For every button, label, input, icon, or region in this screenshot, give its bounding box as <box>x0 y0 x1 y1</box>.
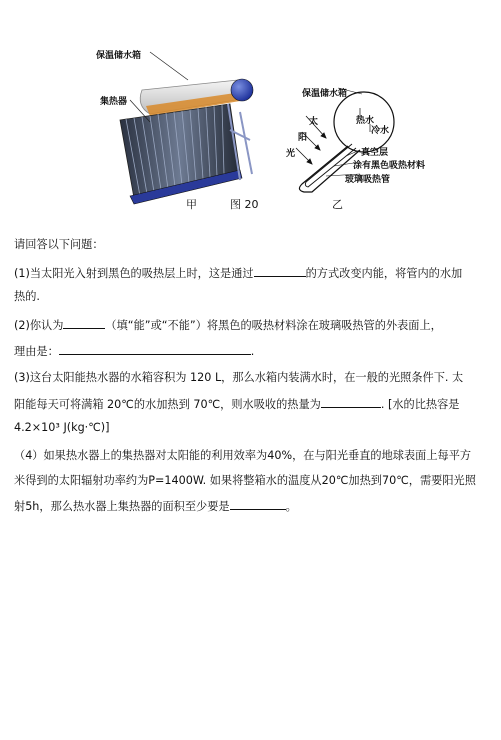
label-vacuum-layer: 真空层 <box>361 148 389 158</box>
question-1-line-1 <box>14 266 489 281</box>
question-1-line-2: 热的. <box>14 290 40 303</box>
label-insulated-tank-jia: 保温储水箱 <box>96 51 142 61</box>
question-3-line-2 <box>14 397 489 412</box>
question-4-line-3 <box>14 499 489 514</box>
label-light2: 光 <box>286 149 296 159</box>
q2-end-period: . <box>250 345 255 358</box>
tank-end-cap <box>231 79 253 101</box>
label-cold-water: 冷水 <box>371 126 390 136</box>
q3-answer-blank[interactable] <box>321 397 381 408</box>
q3-text-a: 阳能每天可将满箱 20℃的水加热到 70℃，则水吸收的热量为 <box>14 398 321 411</box>
label-hot-water: 热水 <box>356 116 375 126</box>
label-glass-tube: 玻璃吸热管 <box>345 175 391 185</box>
q2-text-a: (2)你认为 <box>14 319 64 332</box>
q2-reason-label: 理由是： <box>14 345 59 358</box>
q1-answer-blank[interactable] <box>254 266 306 277</box>
q4-answer-blank[interactable] <box>230 499 286 510</box>
question-3-line-1: (3)这台太阳能热水器的水箱容积为 120 L，那么水箱内装满水时，在一般的光照条件下. 太 <box>14 371 464 384</box>
q3-text-b: . [水的比热容是 <box>380 398 460 411</box>
q1-text-b: 的方式改变内能，将管内的水加 <box>305 267 463 280</box>
question-2-line-2 <box>14 344 489 359</box>
q4-end-period: 。 <box>285 500 297 513</box>
question-4-line-1: （4）如果热水器上的集热器对太阳能的利用效率为40%，在与阳光垂直的地球表面上每平方 <box>14 449 472 462</box>
question-3-line-3: 4.2×10³ J(kg·℃)] <box>14 421 110 434</box>
q2-text-b: （填“能”或“不能”）将黑色的吸热材料涂在玻璃吸热管的外表面上， <box>105 319 442 332</box>
label-collector: 集热器 <box>100 97 128 107</box>
question-4-line-2: 米得到的太阳辐射功率约为P=1400W. 如果将整箱水的温度从20℃加热到70℃，需要阳光照 <box>14 474 476 487</box>
q1-text-a: (1)当太阳光入射到黑色的吸热层上时，这是通过 <box>14 267 254 280</box>
label-light: 阳 <box>298 133 308 143</box>
collector-tubes <box>120 104 242 204</box>
q4-text-a: 射5h，那么热水器上集热器的面积至少要是 <box>14 500 230 513</box>
label-sun: 太 <box>309 117 319 127</box>
questions-intro: 请回答以下问题： <box>14 238 104 251</box>
figure-caption: 图 20 <box>230 198 259 211</box>
label-absorber-coating: 涂有黑色吸热材料 <box>353 161 426 171</box>
label-insulated-tank-yi: 保温储水箱 <box>302 89 348 99</box>
q2-answer-blank[interactable] <box>63 318 105 329</box>
figure-yi-marker: 乙 <box>332 198 343 211</box>
q2-reason-blank[interactable] <box>59 344 251 355</box>
question-2-line-1 <box>14 318 489 333</box>
solar-heater-illustration <box>90 40 270 215</box>
figure-jia-marker: 甲 <box>186 198 197 211</box>
